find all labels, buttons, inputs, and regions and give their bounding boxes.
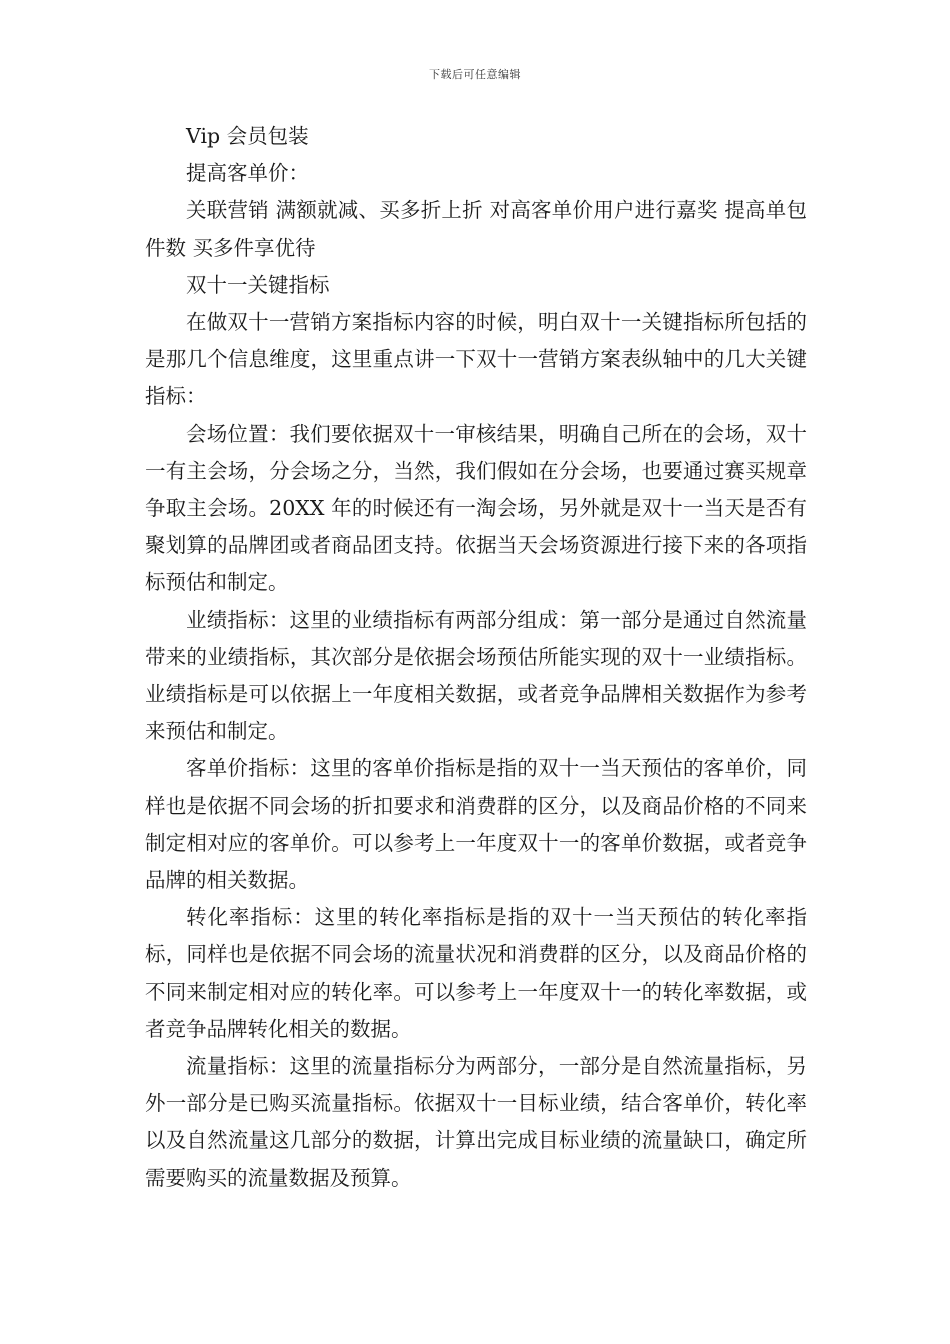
paragraph-venue-position: 会场位置：我们要依据双十一审核结果，明确自己所在的会场，双十一有主会场，分会场之分，当然，我们假如在分会场，也要通过赛买规章争取主会场。20XX 年的时候还有一淘会场，另外就是双十一当天是否有聚划算的品牌团或者商品团支持。依据当天会场资源进行接下来的各项指标预估和制定。: [145, 421, 807, 595]
paragraph-traffic-metric: 流量指标：这里的流量指标分为两部分，一部分是自然流量指标，另外一部分是已购买流量指标。依据双十一目标业绩，结合客单价，转化率以及自然流量这几部分的数据，计算出完成目标业绩的流量缺口，确定所需要购买的流量数据及预算。: [145, 1054, 807, 1190]
paragraph-raise-unit-price-heading: 提高客单价：: [186, 161, 309, 186]
paragraph-conversion-metric: 转化率指标：这里的转化率指标是指的双十一当天预估的转化率指标，同样也是依据不同会场的流量状况和消费群的区分，以及商品价格的不同来制定相对应的转化率。可以参考上一年度双十一的转化率数据，或者竞争品牌转化相关的数据。: [145, 905, 807, 1041]
paragraph-key-metrics-intro: 在做双十一营销方案指标内容的时候，明白双十一关键指标所包括的是那几个信息维度，这里重点讲一下双十一营销方案表纵轴中的几大关键指标：: [145, 310, 807, 409]
paragraph-unit-price-metric: 客单价指标：这里的客单价指标是指的双十一当天预估的客单价，同样也是依据不同会场的折扣要求和消费群的区分，以及商品价格的不同来制定相对应的客单价。可以参考上一年度双十一的客单价数据，或者竞争品牌的相关数据。: [145, 756, 807, 893]
document-body: [145, 118, 807, 1197]
paragraph-performance-metric: 业绩指标：这里的业绩指标有两部分组成：第一部分是通过自然流量带来的业绩指标，其次部分是依据会场预估所能实现的双十一业绩指标。业绩指标是可以依据上一年度相关数据，或者竞争品牌相关数据作为参考来预估和制定。: [145, 607, 807, 744]
paragraph-vip-packaging: Vip 会员包装: [186, 124, 309, 148]
page-header: 下载后可任意编辑: [429, 68, 521, 81]
paragraph-related-marketing: 关联营销 满额就减、买多折上折 对高客单价用户进行嘉奖 提高单包件数 买多件享优待: [145, 198, 807, 260]
paragraph-key-metrics-heading: 双十一关键指标: [186, 272, 330, 297]
